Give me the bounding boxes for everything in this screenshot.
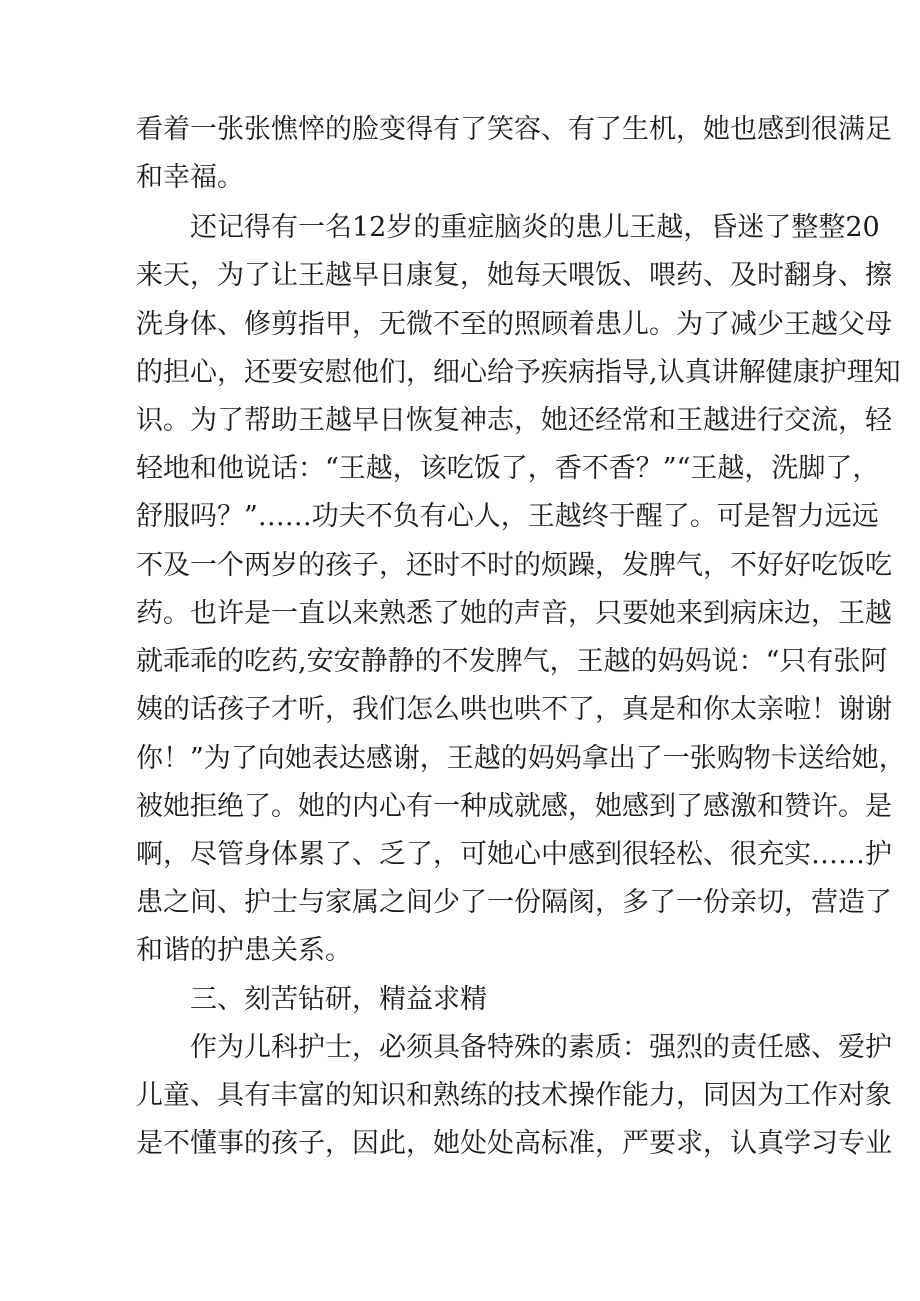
text-line: 的担心，还要安慰他们，细心给予疾病指导,认真讲解健康护理知 [136, 357, 901, 388]
text-line: 洗身体、修剪指甲，无微不至的照顾着患儿。为了减少王越父母 [136, 309, 892, 340]
text-line: 啊，尽管身体累了、乏了，可她心中感到很轻松、很充实……护 [136, 839, 892, 870]
text-line: 就乖乖的吃药,安安静静的不发脾气，王越的妈妈说：“只有张阿 [136, 646, 888, 677]
text-line: 舒服吗？”……功夫不负有心人，王越终于醒了。可是智力远远 [136, 501, 879, 532]
text-line: 是不懂事的孩子，因此，她处处高标准，严要求，认真学习专业 [136, 1128, 892, 1159]
text-line: 被她拒绝了。她的内心有一种成就感，她感到了感激和赞许。是 [136, 791, 892, 822]
text-line: 还记得有一名12岁的重症脑炎的患儿王越，昏迷了整整20 [190, 212, 880, 243]
text-line: 和幸福。 [136, 162, 244, 193]
text-line: 不及一个两岁的孩子，还时不时的烦躁，发脾气，不好好吃饭吃 [136, 550, 892, 581]
text-line: 儿童、具有丰富的知识和熟练的技术操作能力，同因为工作对象 [136, 1080, 892, 1111]
text-line: 你！”为了向她表达感谢，王越的妈妈拿出了一张购物卡送给她， [136, 743, 906, 774]
text-line: 看着一张张憔悴的脸变得有了笑容、有了生机，她也感到很满足 [136, 114, 892, 145]
text-line: 轻地和他说话：“王越，该吃饭了，香不香？”“王越，洗脚了， [136, 453, 880, 484]
text-line: 和谐的护患关系。 [136, 935, 352, 966]
section-heading: 三、刻苦钻研，精益求精 [190, 984, 487, 1015]
text-line: 药。也许是一直以来熟悉了她的声音，只要她来到病床边，王越 [136, 598, 892, 629]
text-line: 患之间、护士与家属之间少了一份隔阂，多了一份亲切，营造了 [136, 887, 892, 918]
text-line: 姨的话孩子才听，我们怎么哄也哄不了，真是和你太亲啦！谢谢 [136, 694, 892, 725]
text-line: 作为儿科护士，必须具备特殊的素质：强烈的责任感、爱护 [190, 1032, 892, 1063]
text-line: 来天，为了让王越早日康复，她每天喂饭、喂药、及时翻身、擦 [136, 260, 892, 291]
text-line: 识。为了帮助王越早日恢复神志，她还经常和王越进行交流，轻 [136, 405, 892, 436]
